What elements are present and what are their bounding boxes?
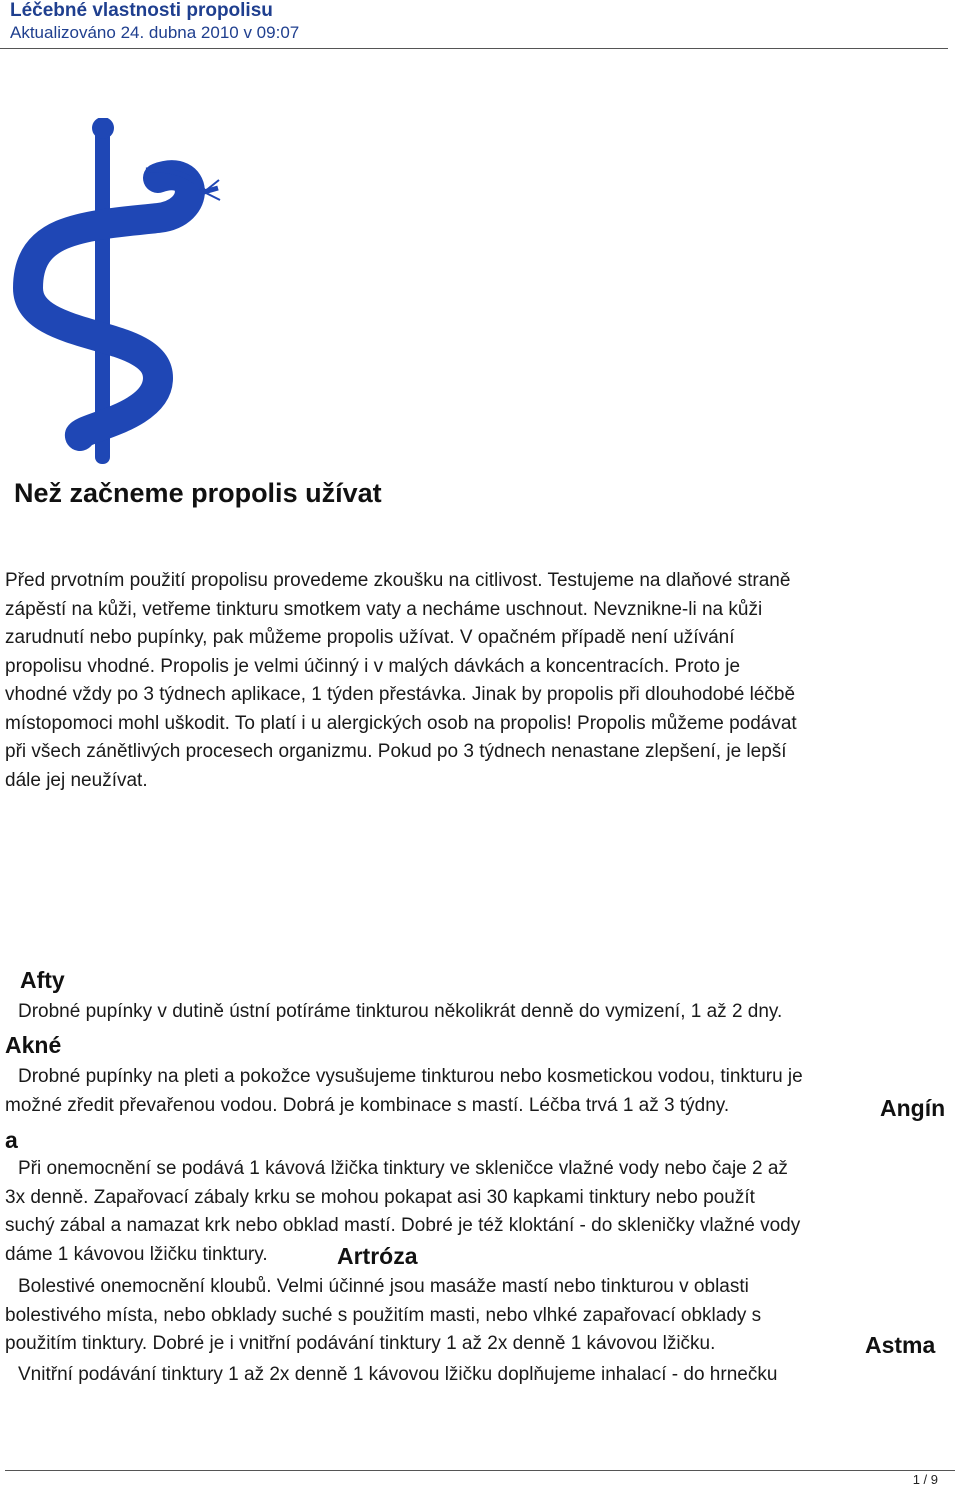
astma-line: Vnitřní podávání tinktury 1 až 2x denně 1 kávovou lžičku doplňujeme inhalací - do hrnečku <box>18 1364 778 1385</box>
afty-paragraph <box>5 998 953 1027</box>
artroza-heading: Artróza <box>337 1243 418 1269</box>
artroza-line: Bolestivé onemocnění kloubů. Velmi účinné jsou masáže mastí nebo tinkturou v oblasti <box>18 1276 749 1297</box>
artroza-paragraph <box>5 1273 953 1359</box>
afty-line: Drobné pupínky v dutině ústní potíráme tinkturou několikrát denně do vymizení, 1 až 2 dny. <box>18 1001 783 1022</box>
angina-line: suchý zábal a namazat krk nebo obklad mastí. Dobré je též kloktání - do skleničky vlažné vody <box>5 1215 801 1236</box>
astma-heading: Astma <box>865 1332 936 1358</box>
intro-line: místopomoci mohl uškodit. To platí i u alergických osob na propolis! Propolis můžeme podávat <box>5 712 797 734</box>
angina-line: dáme 1 kávovou lžičku tinktury. <box>5 1243 268 1265</box>
intro-line: dále jej neužívat. <box>5 769 148 791</box>
caduceus-snake-icon <box>8 118 222 468</box>
updated-date: Aktualizováno 24. dubna 2010 v 09:07 <box>10 23 300 42</box>
page-header <box>10 0 958 44</box>
akne-line: Drobné pupínky na pleti a pokožce vysušujeme tinkturou nebo kosmetickou vodou, tinkturu je <box>18 1066 803 1087</box>
intro-paragraph <box>5 567 953 795</box>
intro-line: zápěstí na kůži, vetřeme tinkturu smotkem vaty a necháme uschnout. Nevznikne-li na kůži <box>5 598 763 620</box>
intro-line: Před prvotním použití propolisu provedeme zkoušku na citlivost. Testujeme na dlaňové straně <box>5 570 791 591</box>
intro-line: zarudnutí nebo pupínky, pak můžeme propolis užívat. V opačném případě není užívání <box>5 627 735 648</box>
akne-paragraph <box>5 1063 953 1120</box>
afty-heading: Afty <box>20 967 65 993</box>
page-number: 1 / 9 <box>912 1472 938 1487</box>
angina-line: Při onemocnění se podává 1 kávová lžička tinktury ve skleničce vlažné vody nebo čaje 2 až <box>18 1158 788 1179</box>
akne-heading: Akné <box>5 1032 62 1058</box>
angina-heading: Angín <box>880 1095 946 1121</box>
angina-heading-continued: a <box>5 1127 18 1153</box>
angina-paragraph <box>5 1155 953 1269</box>
document-title: Léčebné vlastnosti propolisu <box>10 0 273 21</box>
intro-line: vhodné vždy po 3 týdnech aplikace, 1 týden přestávka. Jinak by propolis při dlouhodobé léčbě <box>5 684 796 705</box>
artroza-line: bolestivého místa, nebo obklady suché s použitím masti, nebo vlhké zapařovací obklady s <box>5 1304 762 1326</box>
angina-line: 3x denně. Zapařovací zábaly krku se mohou pokapat asi 30 kapkami tinktury nebo použít <box>5 1186 755 1208</box>
akne-line: možné zředit převařenou vodou. Dobrá je kombinace s mastí. Léčba trvá 1 až 3 týdny. <box>5 1094 730 1116</box>
intro-line: propolisu vhodné. Propolis je velmi účinný i v malých dávkách a koncentracích. Proto je <box>5 655 741 677</box>
artroza-line: použitím tinktury. Dobré je i vnitřní podávání tinktury 1 až 2x denně 1 kávovou lžičku. <box>5 1333 716 1354</box>
intro-heading: Než začneme propolis užívat <box>14 478 382 508</box>
intro-line: při všech zánětlivých procesech organizmu. Pokud po 3 týdnech nenastane zlepšení, je lepší <box>5 741 787 762</box>
header-divider <box>0 48 948 49</box>
astma-paragraph <box>5 1361 953 1390</box>
footer-divider <box>5 1470 955 1471</box>
